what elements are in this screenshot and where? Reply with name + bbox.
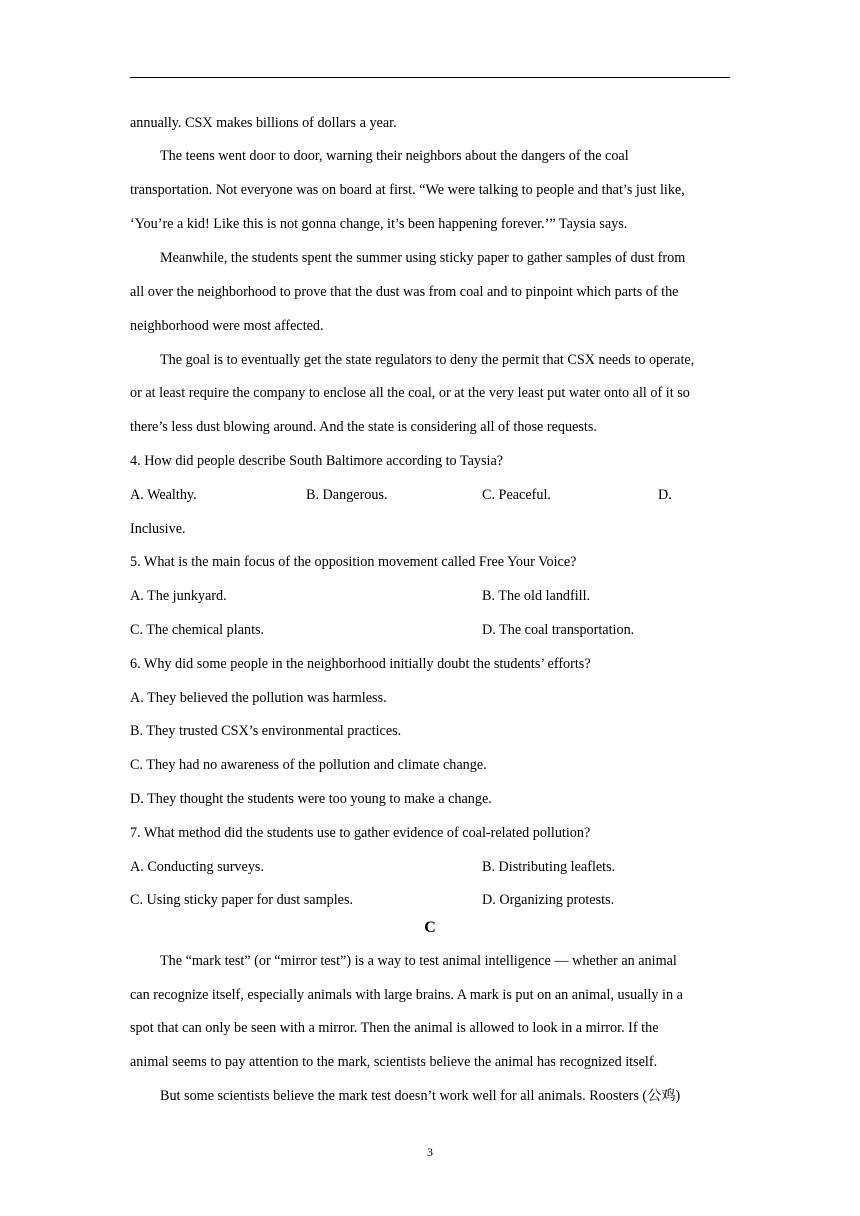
question-7-stem: 7. What method did the students use to gather evidence of coal-related pollution? [130,825,591,841]
question-4-option-d-text: Inclusive. [130,521,186,537]
passage-b-line: annually. CSX makes billions of dollars a year. [130,115,397,131]
question-7-option-a: A. Conducting surveys. [130,859,264,875]
passage-b-line: neighborhood were most affected. [130,318,324,334]
question-4-stem: 4. How did people describe South Baltimore according to Taysia? [130,453,504,469]
passage-c-line: The “mark test” (or “mirror test”) is a way to test animal intelligence — whether an animal [160,953,677,969]
question-5-stem: 5. What is the main focus of the opposition movement called Free Your Voice? [130,554,577,570]
header-rule [130,77,730,78]
passage-c-line: spot that can only be seen with a mirror. Then the animal is allowed to look in a mirror. If the [130,1020,659,1036]
section-heading: C [424,919,436,936]
passage-b-line: The goal is to eventually get the state regulators to deny the permit that CSX needs to operate, [160,352,695,368]
question-7-option-d: D. Organizing protests. [482,892,615,908]
question-4-option-a: A. Wealthy. [130,487,197,503]
page-number: 3 [427,1145,433,1159]
question-4-option-b: B. Dangerous. [306,487,388,503]
passage-c-line: But some scientists believe the mark test doesn’t work well for all animals. Roosters (公鸡) [160,1088,681,1104]
question-5-option-d: D. The coal transportation. [482,622,635,638]
passage-b-line: or at least require the company to enclose all the coal, or at the very least put water onto all of it so [130,385,690,401]
passage-c-line: can recognize itself, especially animals with large brains. A mark is put on an animal, usually in a [130,987,683,1003]
question-4-option-d: D. [658,487,672,503]
question-5-option-c: C. The chemical plants. [130,622,265,638]
question-7-option-b: B. Distributing leaflets. [482,859,616,875]
question-5-option-b: B. The old landfill. [482,588,591,604]
question-6-option-a: A. They believed the pollution was harmless. [130,690,387,706]
question-6-option-d: D. They thought the students were too young to make a change. [130,791,492,807]
passage-b-line: Meanwhile, the students spent the summer using sticky paper to gather samples of dust from [160,250,686,266]
question-7-option-c: C. Using sticky paper for dust samples. [130,892,354,908]
question-5-option-a: A. The junkyard. [130,588,227,604]
passage-b-line: all over the neighborhood to prove that the dust was from coal and to pinpoint which parts of the [130,284,679,300]
passage-b-line: The teens went door to door, warning their neighbors about the dangers of the coal [160,148,629,164]
question-4-option-c: C. Peaceful. [482,487,551,503]
question-6-option-c: C. They had no awareness of the pollution and climate change. [130,757,487,773]
passage-b-line: transportation. Not everyone was on board at first. “We were talking to people and that’s just like, [130,182,685,198]
passage-b-line: there’s less dust blowing around. And the state is considering all of those requests. [130,419,597,435]
passage-b-line: ‘You’re a kid! Like this is not gonna change, it’s been happening forever.’” Taysia says. [130,216,628,232]
question-6-option-b: B. They trusted CSX’s environmental practices. [130,723,402,739]
passage-c-line: animal seems to pay attention to the mark, scientists believe the animal has recognized itself. [130,1054,658,1070]
question-6-stem: 6. Why did some people in the neighborhood initially doubt the students’ efforts? [130,656,591,672]
